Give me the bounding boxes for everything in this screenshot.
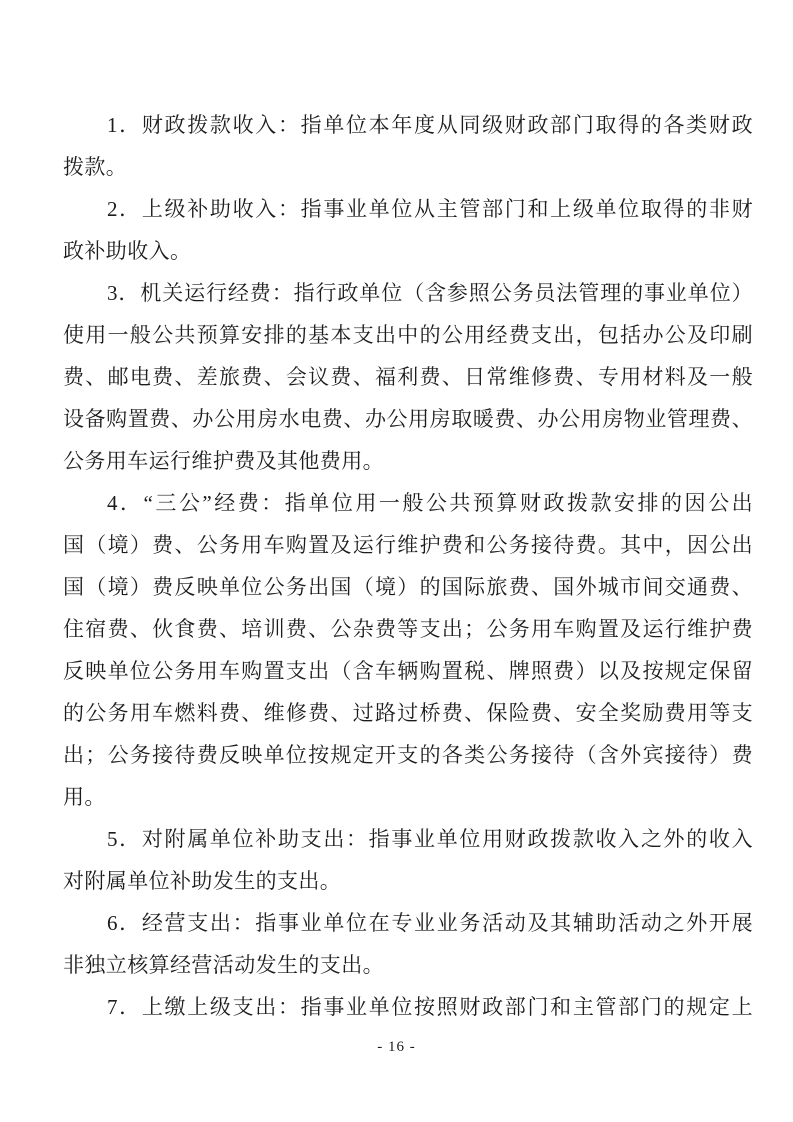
text-line: 4．“三公”经费：指单位用一般公共预算财政拨款安排的因公出 [107, 491, 753, 515]
paragraph [63, 272, 753, 482]
text-line: 拨款。 [63, 155, 128, 179]
text-line: 3．机关运行经费：指行政单位（含参照公务员法管理的事业单位） [107, 281, 753, 305]
paragraph [63, 482, 753, 818]
text-line: 5．对附属单位补助支出：指事业单位用财政拨款收入之外的收入 [107, 827, 753, 851]
body-text [63, 104, 753, 1028]
text-line: 2．上级补助收入：指事业单位从主管部门和上级单位取得的非财 [107, 197, 753, 221]
text-line: 用。 [63, 785, 106, 809]
text-line: 政补助收入。 [63, 239, 192, 263]
text-line: 非独立核算经营活动发生的支出。 [63, 953, 384, 977]
text-line: 费、邮电费、差旅费、会议费、福利费、日常维修费、专用材料及一般 [63, 365, 753, 389]
text-line: 使用一般公共预算安排的基本支出中的公用经费支出，包括办公及印刷 [63, 323, 753, 347]
paragraph [63, 818, 753, 902]
text-line: 出；公务接待费反映单位按规定开支的各类公务接待（含外宾接待）费 [63, 743, 753, 767]
text-line: 设备购置费、办公用房水电费、办公用房取暖费、办公用房物业管理费、 [63, 407, 753, 431]
text-line: 对附属单位补助发生的支出。 [63, 869, 342, 893]
text-line: 反映单位公务用车购置支出（含车辆购置税、牌照费）以及按规定保留 [63, 659, 753, 683]
text-line: 1．财政拨款收入：指单位本年度从同级财政部门取得的各类财政 [107, 113, 753, 137]
text-line: 住宿费、伙食费、培训费、公杂费等支出；公务用车购置及运行维护费 [63, 617, 753, 641]
paragraph [63, 104, 753, 188]
text-line: 国（境）费反映单位公务出国（境）的国际旅费、国外城市间交通费、 [63, 575, 753, 599]
text-line: 国（境）费、公务用车购置及运行维护费和公务接待费。其中，因公出 [63, 533, 753, 557]
text-line: 的公务用车燃料费、维修费、过路过桥费、保险费、安全奖励费用等支 [63, 701, 753, 725]
page-number: - 16 - [377, 1039, 416, 1055]
text-line: 6．经营支出：指事业单位在专业业务活动及其辅助活动之外开展 [107, 911, 753, 935]
paragraph [63, 188, 753, 272]
paragraph [63, 986, 753, 1028]
text-line: 7．上缴上级支出：指事业单位按照财政部门和主管部门的规定上 [107, 995, 753, 1019]
paragraph [63, 902, 753, 986]
text-line: 公务用车运行维护费及其他费用。 [63, 449, 384, 473]
